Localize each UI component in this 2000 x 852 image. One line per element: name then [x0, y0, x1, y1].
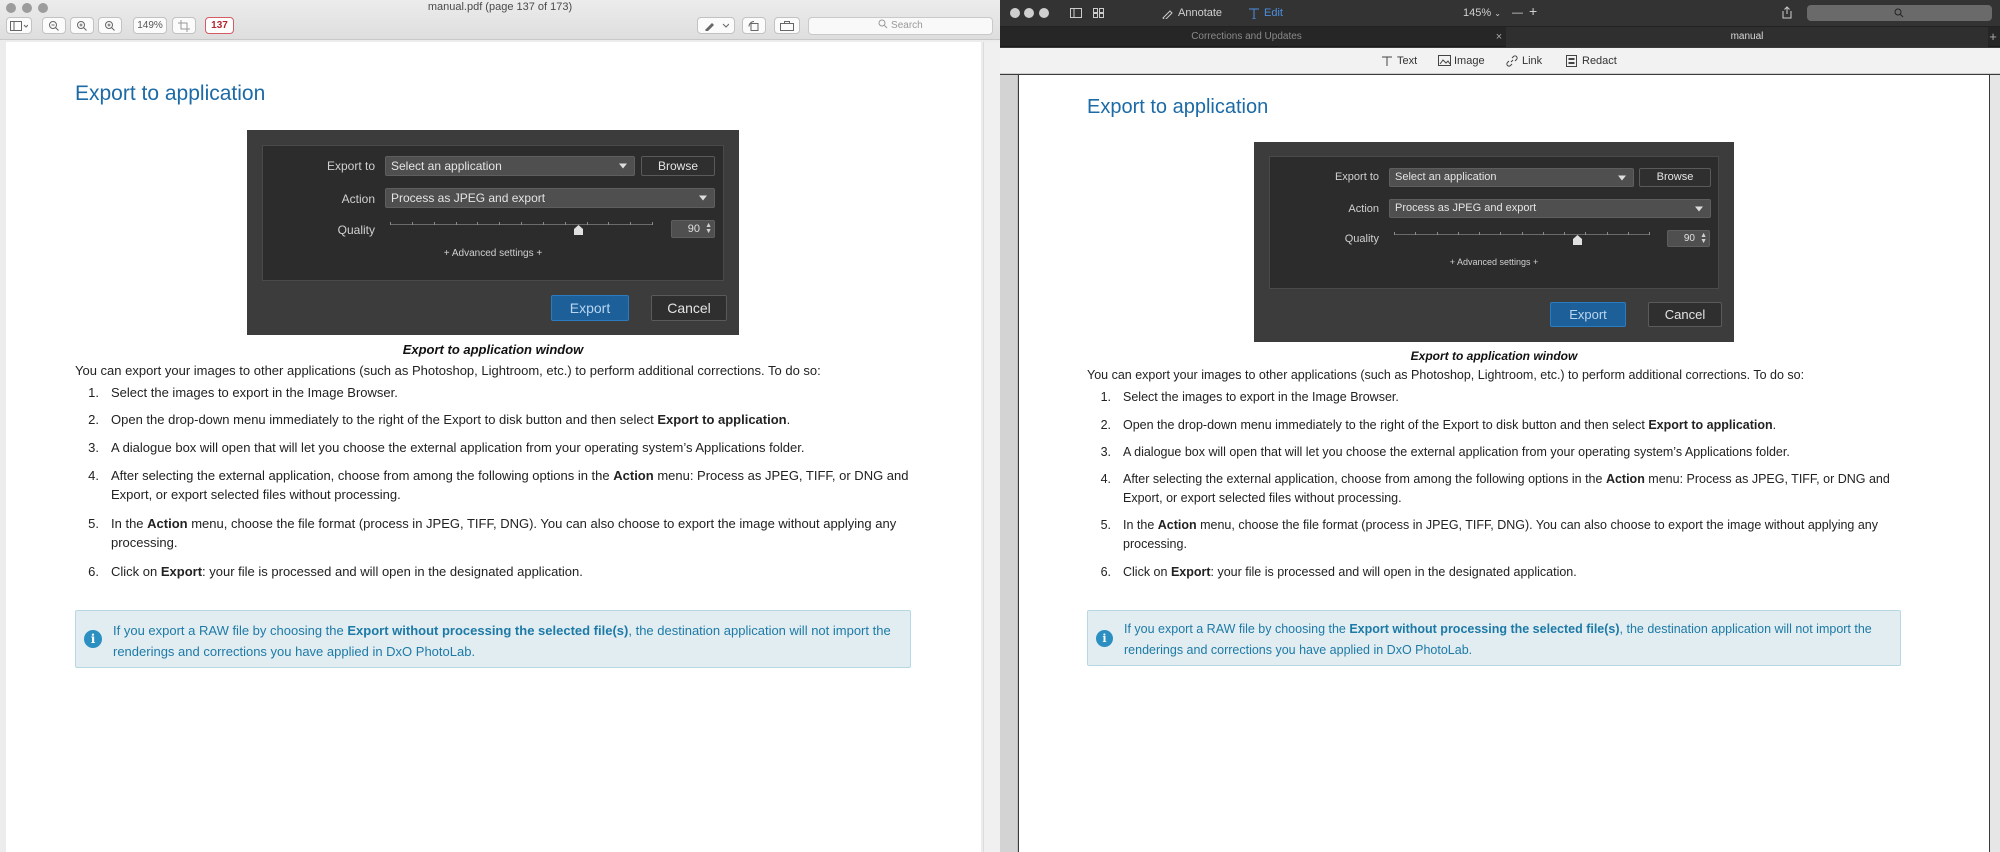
edit-label: Edit: [1264, 7, 1283, 19]
slider-tick: [652, 222, 653, 225]
document-tabs: [1000, 27, 2000, 47]
bold-text: Action: [1157, 518, 1197, 532]
text-run: A dialogue box will open that will let you choose the external application from your operating system’s Applications folder.: [1123, 445, 1790, 459]
slider-thumb[interactable]: [1573, 235, 1582, 245]
export-button[interactable]: Export: [551, 295, 629, 321]
text-run: Click on: [1123, 565, 1171, 579]
vertical-scrollbar[interactable]: [983, 42, 1000, 852]
editor-toolbar: [1000, 0, 2000, 27]
action-value: Process as JPEG and export: [391, 191, 546, 205]
slider-tick: [630, 222, 631, 225]
text-tool[interactable]: [1381, 54, 1417, 68]
list-number: 1.: [88, 385, 99, 400]
text-run: : your file is processed and will open in the designated application.: [202, 564, 583, 579]
preview-toolbar: [0, 0, 1000, 40]
text-run: Select the images to export in the Image Browser.: [1123, 390, 1399, 404]
slider-tick: [412, 222, 413, 225]
slider-tick: [521, 222, 522, 225]
search-placeholder: Search: [891, 20, 923, 31]
list-number: 4.: [88, 468, 99, 483]
note-text: [1124, 619, 1894, 661]
slider-tick: [390, 222, 391, 225]
quality-value: 90: [1683, 233, 1695, 244]
action-value: Process as JPEG and export: [1395, 202, 1537, 214]
pdf-page: [6, 42, 981, 852]
close-tab-icon[interactable]: ×: [1495, 31, 1503, 43]
share-icon[interactable]: [1782, 6, 1792, 19]
thumbnail-gutter: [1000, 75, 1018, 852]
info-icon: i: [84, 630, 102, 648]
minimize-window-button[interactable]: [1024, 8, 1034, 18]
slider-tick: [1522, 232, 1523, 235]
image-tool[interactable]: [1438, 54, 1485, 68]
slider-tick: [1500, 232, 1501, 235]
dialog-screenshot: [1254, 142, 1734, 342]
slider-tick: [1543, 232, 1544, 235]
vertical-scrollbar[interactable]: [1990, 75, 2000, 852]
slider-tick: [543, 222, 544, 225]
slider-tick: [587, 222, 588, 225]
grid-icon[interactable]: [1093, 8, 1104, 18]
text-run: In the: [1123, 518, 1158, 532]
list-number: 4.: [1100, 472, 1111, 486]
search-input[interactable]: [808, 17, 993, 35]
zoom-fit-button[interactable]: [98, 17, 122, 34]
tab-corrections-and-updates[interactable]: Corrections and Updates: [1191, 31, 1302, 42]
slider-tick: [1564, 232, 1565, 235]
export-to-label: Export to: [1334, 171, 1379, 183]
page-title: Export to application: [75, 82, 266, 105]
slider-tick: [1607, 232, 1608, 235]
browse-button[interactable]: Browse: [1639, 168, 1711, 187]
spinner-arrows-icon[interactable]: ▲ ▼: [1700, 232, 1707, 245]
markup-button[interactable]: [697, 17, 735, 34]
bold-text: Export to application: [657, 412, 787, 427]
edit-tab[interactable]: [1248, 6, 1283, 21]
rotate-icon: [748, 20, 760, 31]
pdf-page: [1019, 75, 1989, 852]
action-select[interactable]: [385, 188, 715, 208]
slider-tick: [477, 222, 478, 225]
figure-caption: Export to application window: [1410, 349, 1578, 363]
close-window-button[interactable]: [1010, 8, 1020, 18]
cancel-button[interactable]: Cancel: [651, 295, 727, 321]
image-tool-label: Image: [1454, 55, 1485, 67]
bold-text: Export: [160, 564, 203, 579]
slider-tick: [1415, 232, 1416, 235]
zoom-level[interactable]: 149%: [133, 17, 167, 34]
text-run: Select the images to export in the Image Browser.: [111, 385, 398, 400]
dialog-screenshot: [247, 130, 739, 335]
action-select[interactable]: [1389, 199, 1711, 218]
list-number: 5.: [1100, 518, 1111, 532]
slider-tick: [1394, 232, 1395, 235]
bold-text: Action: [147, 516, 188, 531]
intro-paragraph: You can export your images to other applications (such as Photoshop, Lightroom, etc.) to perform additional corrections. To do so:: [75, 363, 821, 378]
sidebar-icon[interactable]: [1070, 8, 1082, 18]
image-icon: [1438, 55, 1451, 66]
text-run: Open the drop-down menu immediately to the right of the Export to disk button and then select: [111, 412, 658, 427]
list-item-text: [111, 466, 921, 504]
slider-tick: [1437, 232, 1438, 235]
window-title[interactable]: manual.pdf (page 137 of 173): [427, 1, 573, 13]
list-item-text: [1123, 563, 1923, 582]
bold-text: Export without processing the selected file(s): [1349, 622, 1620, 636]
text-run: : your file is processed and will open in the designated application.: [1210, 565, 1577, 579]
page-title: Export to application: [1087, 96, 1269, 118]
search-input[interactable]: [1807, 5, 1992, 21]
advanced-settings-link[interactable]: + Advanced settings +: [1449, 257, 1539, 267]
quality-slider[interactable]: [390, 220, 652, 238]
slider-tick: [434, 222, 435, 225]
text-run: After selecting the external application, choose from among the following options in the: [1123, 472, 1606, 486]
text-run: A dialogue box will open that will let you choose the external application from your operating system’s Applications folder.: [111, 440, 805, 455]
text-run: If you export a RAW file by choosing the: [113, 623, 348, 638]
list-item-text: [1123, 470, 1923, 508]
info-icon: i: [1096, 630, 1113, 647]
edit-tools-bar: [1000, 48, 2000, 74]
quality-label: Quality: [337, 223, 375, 237]
zoom-out-button[interactable]: [42, 17, 66, 34]
list-item-text: [1123, 416, 1923, 435]
chevron-down-icon: [699, 196, 707, 201]
text-icon: [1381, 55, 1393, 67]
text-run: .: [1772, 418, 1777, 432]
cancel-button[interactable]: Cancel: [1648, 302, 1722, 327]
list-number: 5.: [88, 516, 99, 531]
bold-text: Export without processing the selected file(s): [347, 623, 629, 638]
redact-icon: [1566, 55, 1577, 67]
list-number: 3.: [88, 440, 99, 455]
spinner-arrows-icon[interactable]: ▲ ▼: [705, 222, 712, 235]
slider-tick: [1458, 232, 1459, 235]
note-text: [113, 620, 903, 662]
slider-tick: [1628, 232, 1629, 235]
action-label: Action: [1348, 203, 1379, 215]
sidebar-toggle-button[interactable]: [6, 17, 32, 34]
text-run: In the: [111, 516, 148, 531]
pen-icon: [1162, 8, 1174, 19]
action-label: Action: [341, 192, 375, 206]
slider-tick: [565, 222, 566, 225]
chevron-down-icon: ⌄: [1494, 9, 1501, 18]
rotate-button[interactable]: [742, 17, 766, 34]
tab-manual[interactable]: manual: [1506, 27, 1988, 47]
export-to-value: Select an application: [391, 159, 502, 173]
zoom-out-icon: [49, 20, 60, 31]
browse-button[interactable]: Browse: [641, 156, 715, 176]
zoom-in-button[interactable]: +: [1529, 3, 1538, 19]
crop-icon: [178, 20, 190, 32]
slider-tick: [1479, 232, 1480, 235]
bold-text: Action: [1605, 472, 1645, 486]
slider-tick: [1649, 232, 1650, 235]
export-to-select[interactable]: [1389, 168, 1634, 187]
list-item-text: [111, 438, 921, 457]
link-tool-label: Link: [1522, 55, 1543, 67]
quality-number-field[interactable]: [1667, 230, 1710, 247]
zoom-in-icon: [77, 20, 88, 31]
text-run: menu, choose the file format (process in JPEG, TIFF, DNG). You can also choose to export the image without applying any processing.: [1123, 518, 1879, 551]
pdf-editor-window: [1000, 0, 2000, 852]
list-item-text: [111, 410, 921, 429]
list-item-text: [1123, 516, 1923, 554]
slider-tick: [456, 222, 457, 225]
toolbox-icon: [780, 21, 794, 31]
zoom-level: 145%: [1463, 7, 1492, 19]
toolbox-button[interactable]: [774, 17, 800, 34]
list-item-text: [111, 514, 921, 552]
sidebar-icon: [10, 21, 28, 31]
text-run: .: [786, 412, 791, 427]
zoom-in-button[interactable]: [70, 17, 94, 34]
zoom-fit-icon: [105, 20, 116, 31]
list-item-text: [111, 562, 921, 581]
text-tool-label: Text: [1397, 55, 1418, 67]
advanced-settings-link[interactable]: + Advanced settings +: [443, 248, 543, 259]
slider-tick: [608, 222, 609, 225]
text-cursor-icon: [1248, 8, 1260, 19]
pen-icon: [703, 21, 729, 31]
list-number: 2.: [88, 412, 99, 427]
list-number: 6.: [1100, 565, 1111, 579]
search-icon: [1894, 8, 1904, 18]
zoom-window-button[interactable]: [1039, 8, 1049, 18]
search-icon: [878, 19, 888, 29]
list-number: 2.: [1100, 418, 1111, 432]
link-icon: [1506, 55, 1518, 67]
export-button[interactable]: Export: [1550, 302, 1626, 327]
annotate-tab[interactable]: [1162, 6, 1222, 21]
slider-thumb[interactable]: [574, 225, 583, 235]
info-note: [75, 610, 911, 668]
link-tool[interactable]: [1506, 54, 1542, 68]
bold-text: Export: [1170, 565, 1211, 579]
quality-value: 90: [687, 223, 700, 235]
annotate-label: Annotate: [1178, 7, 1223, 19]
chevron-down-icon: [619, 164, 627, 169]
chevron-down-icon: [1618, 175, 1626, 180]
slider-tick: [1585, 232, 1586, 235]
list-item-text: [111, 383, 921, 402]
text-run: After selecting the external application, choose from among the following options in the: [111, 468, 614, 483]
quality-label: Quality: [1344, 233, 1379, 245]
zoom-out-button[interactable]: —: [1512, 7, 1523, 19]
list-number: 1.: [1100, 390, 1111, 404]
list-item-text: [1123, 443, 1923, 462]
bold-text: Action: [613, 468, 654, 483]
text-run: menu, choose the file format (process in JPEG, TIFF, DNG). You can also choose to export the image without applying any processing.: [111, 516, 897, 550]
quality-slider[interactable]: [1394, 230, 1649, 247]
export-to-value: Select an application: [1395, 171, 1497, 183]
list-number: 3.: [1100, 445, 1111, 459]
info-note: [1087, 610, 1901, 666]
figure-caption: Export to application window: [402, 342, 584, 357]
quality-number-field[interactable]: [671, 220, 715, 238]
page-number-field[interactable]: 137: [205, 17, 234, 34]
crop-button[interactable]: [172, 17, 196, 34]
list-number: 6.: [88, 564, 99, 579]
redact-tool-label: Redact: [1582, 55, 1617, 67]
export-to-label: Export to: [326, 159, 375, 173]
text-run: , the destination application will not import the renderings and corrections you have applied in DxO PhotoLab.: [113, 623, 891, 659]
export-to-select[interactable]: [385, 156, 635, 176]
text-run: If you export a RAW file by choosing the: [1124, 622, 1350, 636]
list-item-text: [1123, 388, 1923, 407]
new-tab-button[interactable]: +: [1989, 29, 1997, 44]
text-run: , the destination application will not import the renderings and corrections you have applied in DxO PhotoLab.: [1124, 622, 1872, 657]
redact-tool[interactable]: [1566, 54, 1617, 68]
text-run: menu: Process as JPEG, TIFF, or DNG and Export, or export selected files without processing.: [111, 468, 909, 502]
text-run: menu: Process as JPEG, TIFF, or DNG and Export, or export selected files without processing.: [1123, 472, 1890, 505]
text-run: Open the drop-down menu immediately to the right of the Export to disk button and then select: [1123, 418, 1649, 432]
zoom-menu[interactable]: [1463, 6, 1501, 21]
slider-tick: [499, 222, 500, 225]
chevron-down-icon: [1695, 206, 1703, 211]
bold-text: Export to application: [1648, 418, 1773, 432]
text-run: Click on: [111, 564, 161, 579]
intro-paragraph: You can export your images to other applications (such as Photoshop, Lightroom, etc.) to perform additional corrections. To do so:: [1087, 368, 1805, 382]
